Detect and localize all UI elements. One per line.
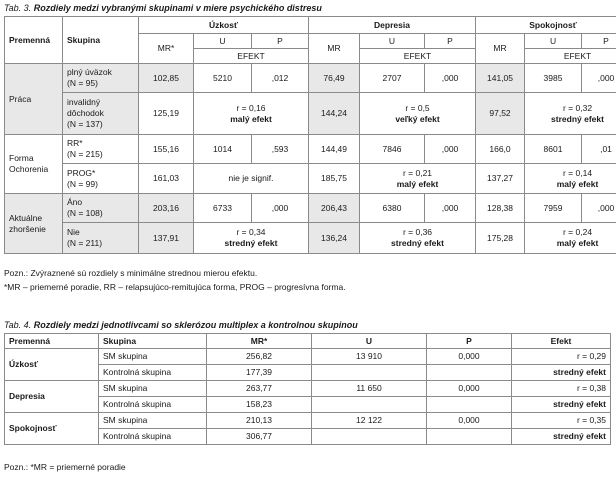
header-uzkost-efekt: EFEKT	[194, 49, 309, 64]
group-plny: plný úväzok (N = 95)	[63, 64, 139, 93]
cell-value: 7846	[360, 135, 425, 164]
header-premenna: Premenná	[5, 17, 63, 64]
cell-value: ,01	[582, 135, 616, 164]
cell-effect: r = 0,16 malý efekt	[194, 93, 309, 135]
cell-value: Kontrolná skupina	[99, 397, 207, 413]
table-row	[5, 93, 616, 135]
cell-value: SM skupina	[99, 349, 207, 365]
table-row	[5, 381, 611, 397]
cell-value: 5210	[194, 64, 252, 93]
cell-value: 141,05	[476, 64, 525, 93]
t4-header-p: P	[427, 334, 512, 349]
t4-header-efekt: Efekt	[512, 334, 611, 349]
table-row	[5, 164, 616, 194]
header-uzkost: Úzkosť	[139, 17, 309, 34]
cell-value: ,000	[425, 194, 476, 223]
header-uzkost-p: P	[252, 34, 309, 49]
cell-effect: r = 0,21 malý efekt	[360, 164, 476, 194]
cell-effect: r = 0,14 malý efekt	[525, 164, 616, 194]
table-row	[5, 135, 616, 164]
t4-header-u: U	[312, 334, 427, 349]
cell-value: 12 122	[312, 413, 427, 429]
cell-value	[427, 365, 512, 381]
cell-value: 137,27	[476, 164, 525, 194]
table-row	[5, 349, 611, 365]
cell-value: 125,19	[139, 93, 194, 135]
cell-value: 102,85	[139, 64, 194, 93]
cell-value: 161,03	[139, 164, 194, 194]
cell-value: 6380	[360, 194, 425, 223]
group-ano: Áno (N = 108)	[63, 194, 139, 223]
cell-value: 166,0	[476, 135, 525, 164]
group-prog: PROG* (N = 99)	[63, 164, 139, 194]
header-depresia-u: U	[360, 34, 425, 49]
header-depresia-mr: MR	[309, 34, 360, 64]
header-uzkost-u: U	[194, 34, 252, 49]
table4-label: Tab. 4.	[4, 320, 32, 330]
cell-value: 136,24	[309, 223, 360, 254]
cell-value: 0,000	[427, 381, 512, 397]
cell-value: 0,000	[427, 413, 512, 429]
cell-value: 76,49	[309, 64, 360, 93]
cell-value: 6733	[194, 194, 252, 223]
table-row	[5, 413, 611, 429]
t4-header-premenna: Premenná	[5, 334, 99, 349]
cell-value: ,593	[252, 135, 309, 164]
cell-value: 155,16	[139, 135, 194, 164]
t4-header-skupina: Skupina	[99, 334, 207, 349]
group-nie: Nie (N = 211)	[63, 223, 139, 254]
cell-value: 8601	[525, 135, 582, 164]
cell-value: 0,000	[427, 349, 512, 365]
cell-value	[312, 365, 427, 381]
cell-value: 128,38	[476, 194, 525, 223]
cell-value: 144,24	[309, 93, 360, 135]
cell-value: stredný efekt	[512, 429, 611, 445]
cell-value: ,000	[425, 135, 476, 164]
cell-value: Kontrolná skupina	[99, 365, 207, 381]
cell-effect: r = 0,5 veľký efekt	[360, 93, 476, 135]
cell-value: stredný efekt	[512, 397, 611, 413]
cell-value: ,000	[582, 64, 616, 93]
cell-value: 175,28	[476, 223, 525, 254]
cell-value	[312, 429, 427, 445]
cell-value: SM skupina	[99, 381, 207, 397]
cell-value: ,000	[582, 194, 616, 223]
cell-value: ,012	[252, 64, 309, 93]
cell-value: ,000	[425, 64, 476, 93]
cell-value: r = 0,35	[512, 413, 611, 429]
table3-footnote: *MR – priemerné poradie, RR – relapsujúco-remitujúca forma, PROG – progresívna forma.	[4, 282, 346, 292]
cell-value: 206,43	[309, 194, 360, 223]
cell-value	[312, 397, 427, 413]
table4	[4, 333, 611, 445]
header-spokojnost-u: U	[525, 34, 582, 49]
cell-effect: nie je signif.	[194, 164, 309, 194]
header-spokojnost: Spokojnosť	[476, 17, 616, 34]
cell-value: 2707	[360, 64, 425, 93]
cell-value: SM skupina	[99, 413, 207, 429]
group-rr: RR* (N = 215)	[63, 135, 139, 164]
table4-note: Pozn.: *MR = priemerné poradie	[4, 462, 126, 472]
cell-value: 97,52	[476, 93, 525, 135]
cell-value: 11 650	[312, 381, 427, 397]
table3-title: Rozdiely medzi vybranými skupinami v miere psychického distresu	[33, 3, 322, 13]
table-row	[5, 223, 616, 254]
cell-value: ,000	[252, 194, 309, 223]
header-spokojnost-efekt: EFEKT	[525, 49, 616, 64]
row-label-forma: Forma Ochorenia	[5, 135, 63, 194]
table3-caption	[4, 3, 322, 14]
header-spokojnost-p: P	[582, 34, 616, 49]
table3-label: Tab. 3.	[4, 3, 32, 13]
row-label-zhorsenie: Aktuálne zhoršenie	[5, 194, 63, 254]
table3	[4, 16, 616, 254]
table4-caption	[4, 320, 358, 331]
cell-value: 306,77	[207, 429, 312, 445]
header-depresia-p: P	[425, 34, 476, 49]
cell-effect: r = 0,32 stredný efekt	[525, 93, 616, 135]
t4-header-mr: MR*	[207, 334, 312, 349]
cell-value: 185,75	[309, 164, 360, 194]
cell-value: 158,23	[207, 397, 312, 413]
cell-effect: r = 0,34 stredný efekt	[194, 223, 309, 254]
cell-value	[427, 397, 512, 413]
cell-value: r = 0,29	[512, 349, 611, 365]
cell-value: 256,82	[207, 349, 312, 365]
cell-value: 210,13	[207, 413, 312, 429]
t4-row-label-uzkost: Úzkosť	[5, 349, 99, 381]
table-row	[5, 194, 616, 223]
cell-value: 13 910	[312, 349, 427, 365]
cell-value: 203,16	[139, 194, 194, 223]
cell-value: 137,91	[139, 223, 194, 254]
header-skupina: Skupina	[63, 17, 139, 64]
cell-value: 7959	[525, 194, 582, 223]
cell-value: 144,49	[309, 135, 360, 164]
cell-value: stredný efekt	[512, 365, 611, 381]
cell-value	[427, 429, 512, 445]
cell-value: Kontrolná skupina	[99, 429, 207, 445]
cell-value: 3985	[525, 64, 582, 93]
table3-note: Pozn.: Zvýraznené sú rozdiely s minimálne strednou mierou efektu.	[4, 268, 258, 278]
cell-effect: r = 0,36 stredný efekt	[360, 223, 476, 254]
group-invalidny: invalidný dôchodok (N = 137)	[63, 93, 139, 135]
header-depresia: Depresia	[309, 17, 476, 34]
row-label-praca: Práca	[5, 64, 63, 135]
table-row	[5, 64, 616, 93]
t4-row-label-spokojnost: Spokojnosť	[5, 413, 99, 445]
cell-value: 263,77	[207, 381, 312, 397]
cell-value: r = 0,38	[512, 381, 611, 397]
header-spokojnost-mr: MR	[476, 34, 525, 64]
header-uzkost-mr: MR*	[139, 34, 194, 64]
header-depresia-efekt: EFEKT	[360, 49, 476, 64]
table4-title: Rozdiely medzi jednotlivcami so sklerózou multiplex a kontrolnou skupinou	[33, 320, 358, 330]
cell-value: 177,39	[207, 365, 312, 381]
cell-value: 1014	[194, 135, 252, 164]
t4-row-label-depresia: Depresia	[5, 381, 99, 413]
cell-effect: r = 0,24 malý efekt	[525, 223, 616, 254]
